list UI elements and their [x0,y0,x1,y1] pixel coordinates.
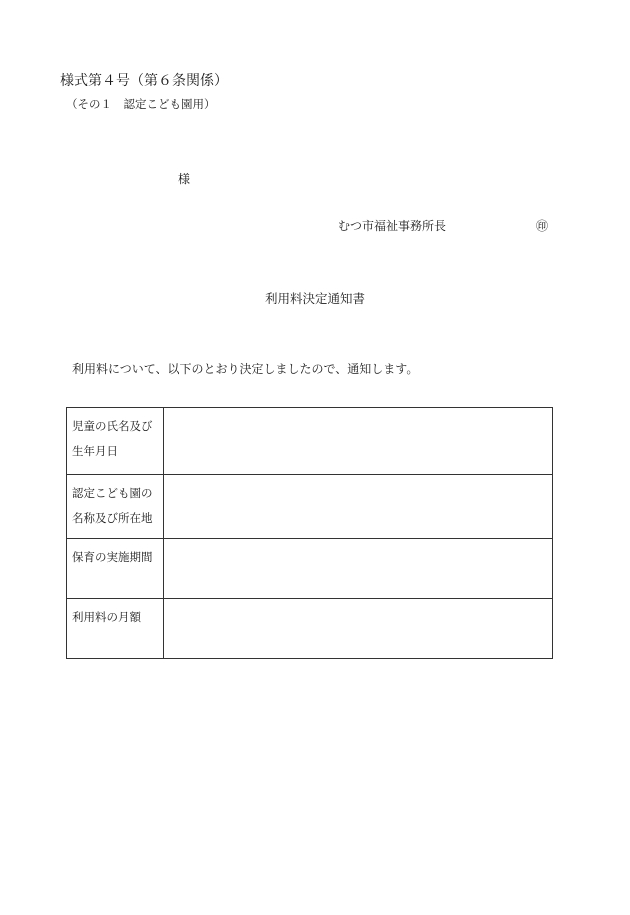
row-value-monthly-fee [164,599,553,659]
form-subtitle: （その１ 認定こども園用） [66,97,216,111]
addressee-suffix: 様 [178,172,191,186]
table-row [67,599,553,659]
body-text: 利用料について、以下のとおり決定しましたので、通知します。 [72,362,419,376]
issuer-name: むつ市福祉事務所長 [338,219,447,233]
row-value-facility [164,475,553,539]
form-number: 様式第４号（第６条関係） [60,73,228,89]
document-title: 利用料決定通知書 [264,291,365,306]
row-label-period: 保育の実施期間 [67,539,164,599]
details-table [66,407,553,659]
row-value-period [164,539,553,599]
table-row [67,408,553,475]
seal-mark: ㊞ [536,219,549,233]
row-label-child-name: 児童の氏名及び生年月日 [67,408,164,475]
row-label-facility: 認定こども園の名称及び所在地 [67,475,164,539]
table-row [67,475,553,539]
row-value-child-name [164,408,553,475]
row-label-monthly-fee: 利用料の月額 [67,599,164,659]
table-row [67,539,553,599]
